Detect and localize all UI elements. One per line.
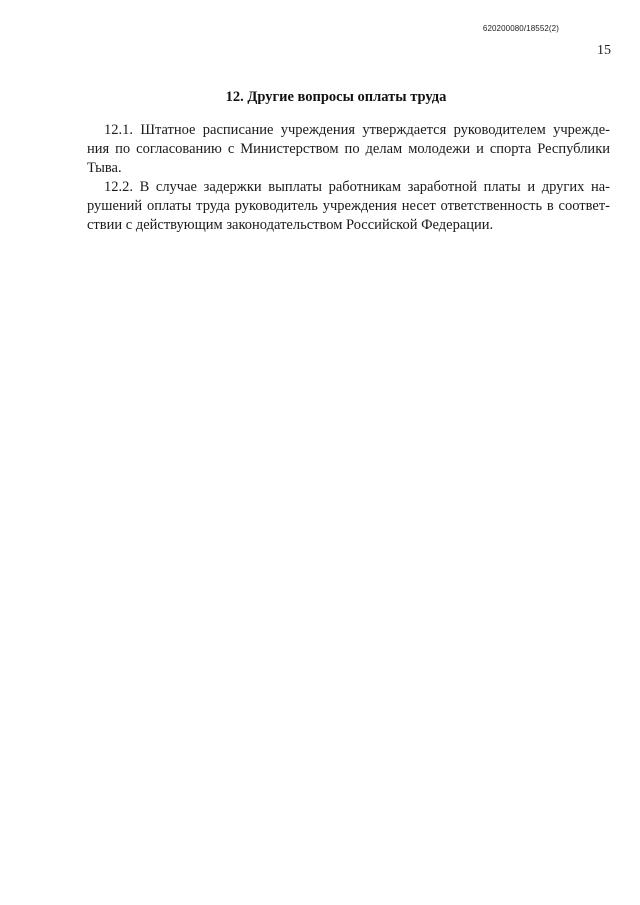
section-title: 12. Другие вопросы оплаты труда: [225, 89, 447, 105]
paragraph-line: 12.2. В случае задержки выплаты работникам заработной платы и других на-: [104, 179, 610, 195]
paragraph-line: ствии с действующим законодательством Российской Федерации.: [87, 217, 494, 233]
paragraph-line: Тыва.: [87, 160, 122, 176]
paragraph-12-2: [87, 178, 610, 235]
document-id: 620200080/18552(2): [482, 24, 559, 33]
paragraph-line: ния по согласованию с Министерством по делам молодежи и спорта Республики: [87, 141, 610, 157]
paragraph-12-1: [87, 121, 610, 178]
paragraph-line: рушений оплаты труда руководитель учреждения несет ответственность в соответ-: [87, 198, 610, 214]
document-body: [87, 121, 610, 235]
page-number: 15: [597, 43, 611, 58]
paragraph-line: 12.1. Штатное расписание учреждения утверждается руководителем учрежде-: [104, 122, 610, 138]
